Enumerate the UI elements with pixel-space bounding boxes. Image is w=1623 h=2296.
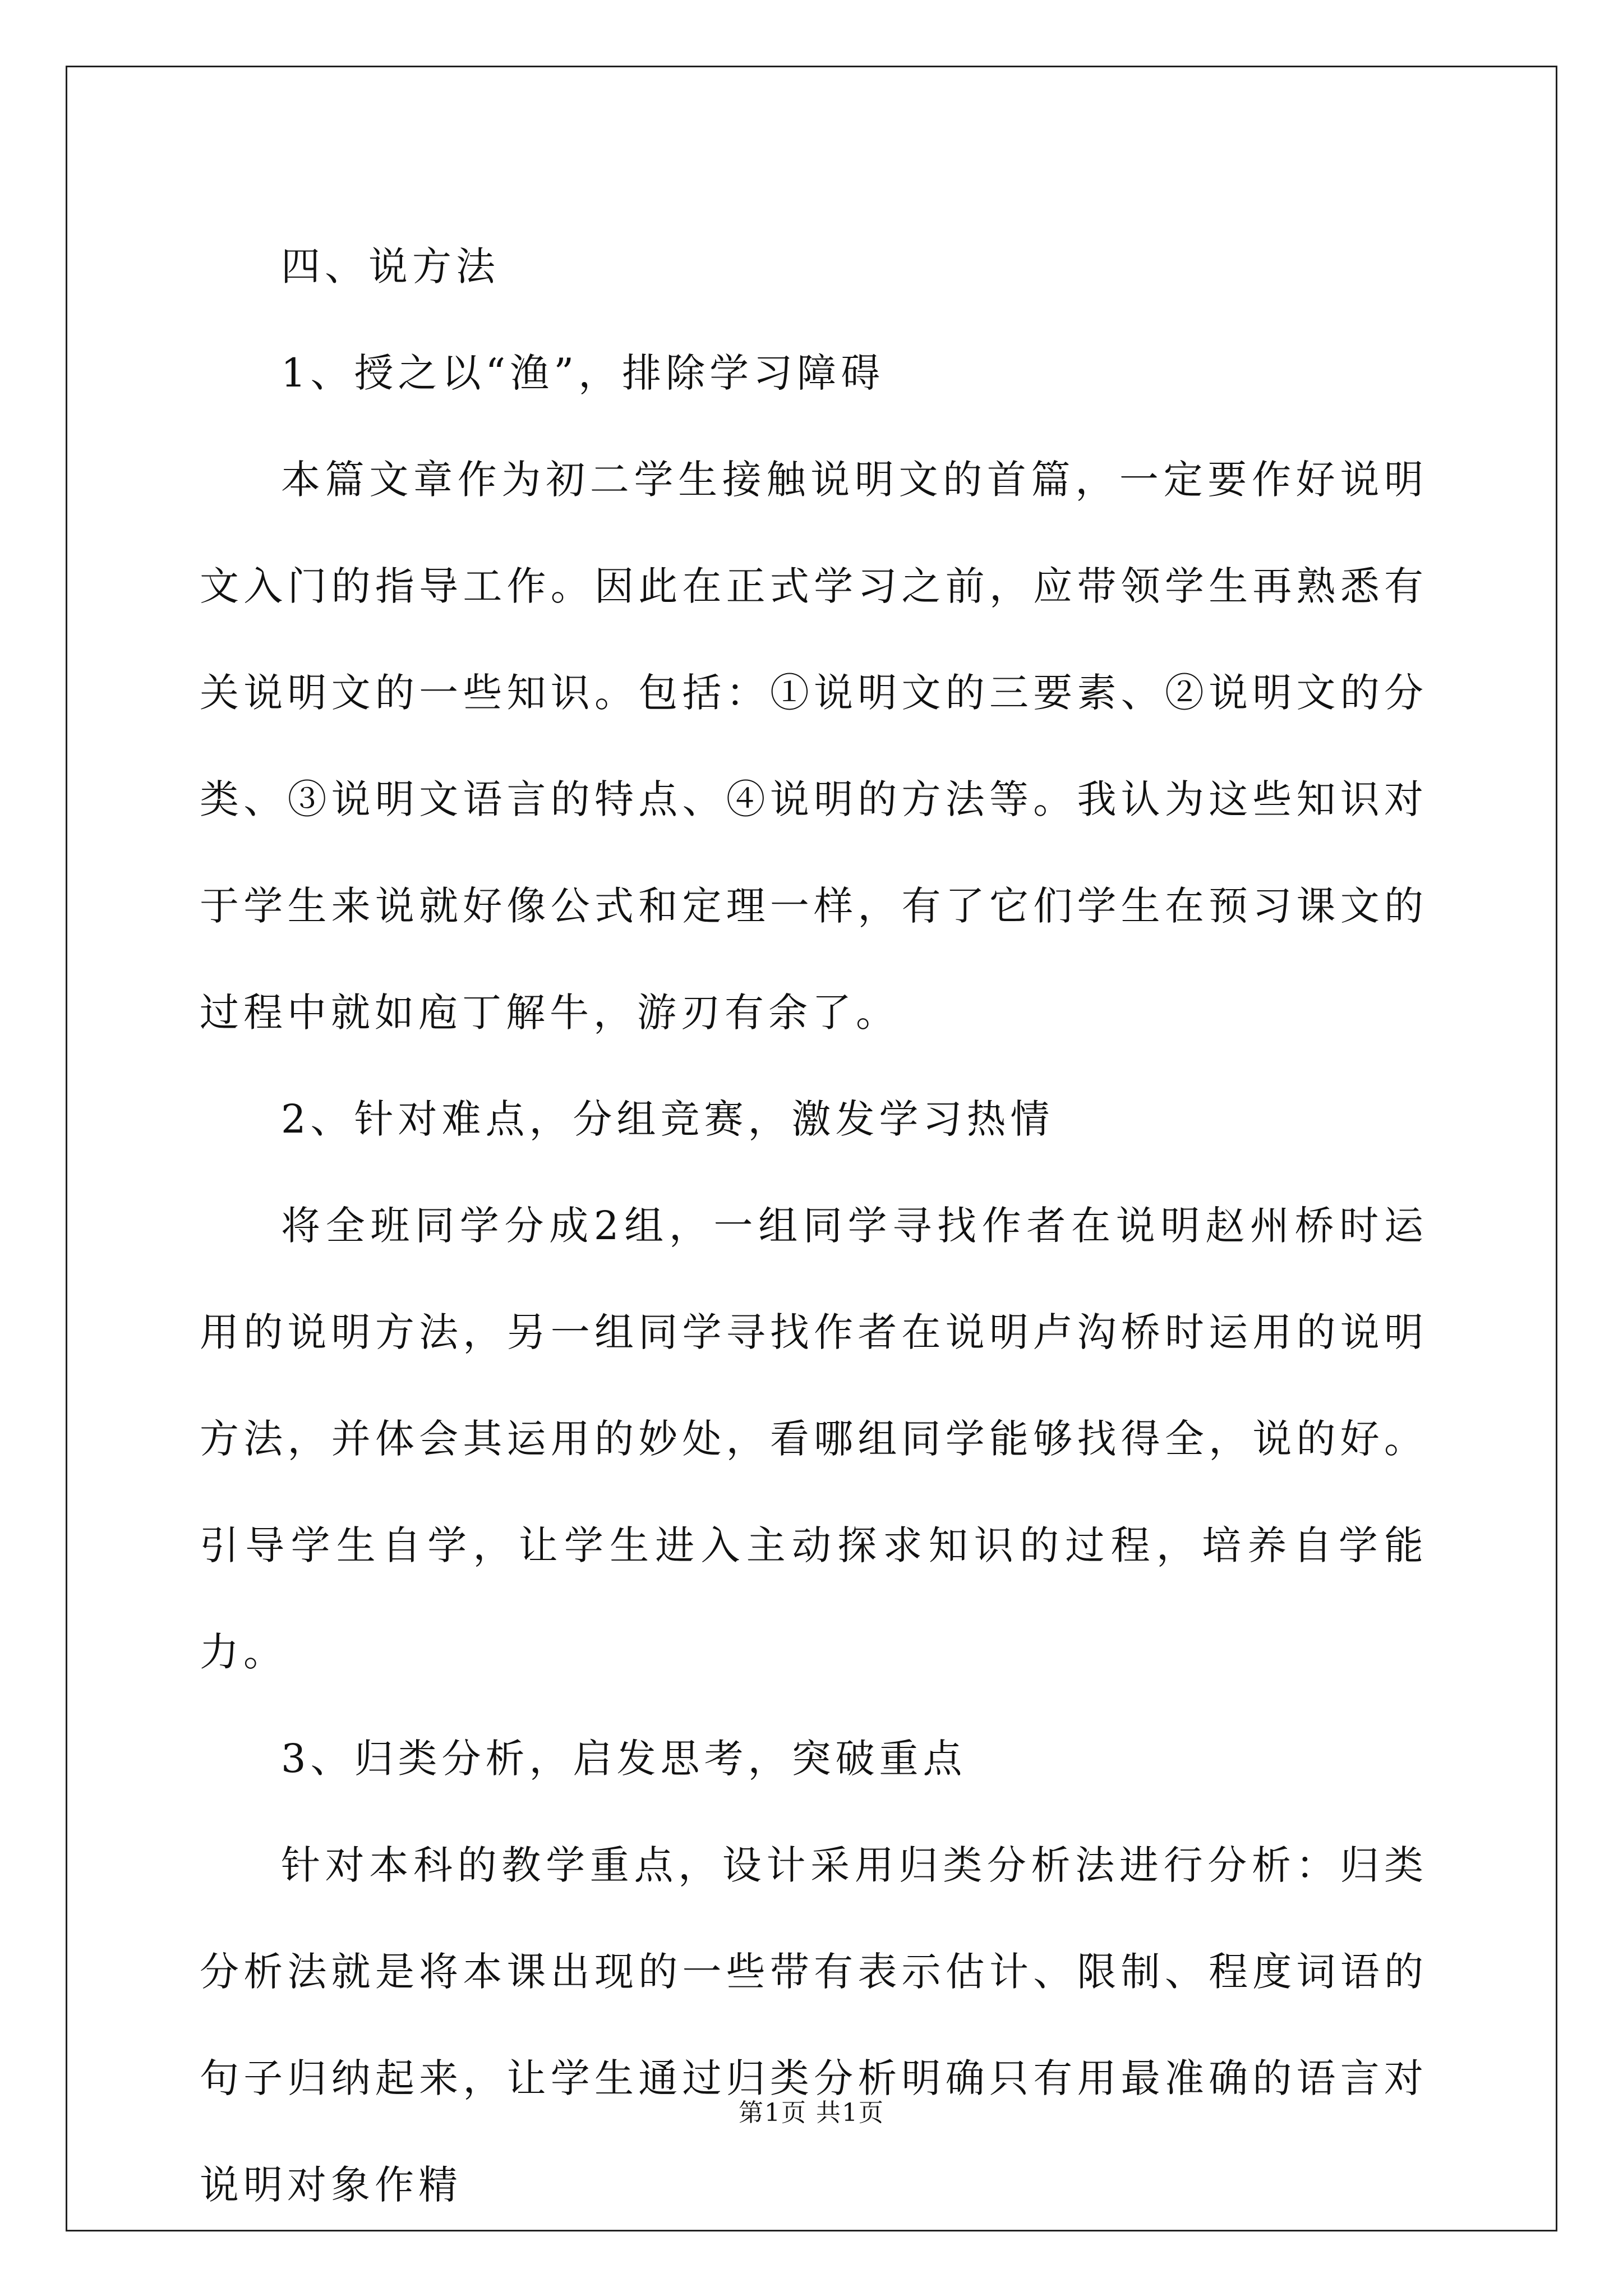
document-body — [200, 213, 1428, 2238]
subheading-1: 1、授之以“渔”，排除学习障碍 — [281, 350, 885, 396]
paragraph-3: 针对本科的教学重点，设计采用归类分析法进行分析：归类分析法就是将本课出现的一些带有表示估计、限制、程度词语的句子归纳起来，让学生通过归类分析明确只有用最准确的语言对说明对象作精 — [200, 1842, 1428, 2208]
subheading-2: 2、针对难点，分组竞赛，激发学习热情 — [281, 1096, 1054, 1142]
page-footer: 第1页 共1页 — [739, 2099, 884, 2127]
section-heading: 四、说方法 — [281, 243, 500, 289]
paragraph-1: 本篇文章作为初二学生接触说明文的首篇，一定要作好说明文入门的指导工作。因此在正式学习之前，应带领学生再熟悉有关说明文的一些知识。包括：①说明文的三要素、②说明文的分类、③说明文语言的特点、④说明的方法等。我认为这些知识对于学生来说就好像公式和定理一样，有了它们学生在预习课文的过程中就如庖丁解牛，游刃有余了。 — [200, 457, 1428, 1036]
subheading-3: 3、归类分析，启发思考，突破重点 — [281, 1736, 967, 1782]
paragraph-2: 将全班同学分成2组，一组同学寻找作者在说明赵州桥时运用的说明方法，另一组同学寻找作者在说明卢沟桥时运用的说明方法，并体会其运用的妙处，看哪组同学能够找得全，说的好。引导学生自学，让学生进入主动探求知识的过程，培养自学能力。 — [200, 1203, 1428, 1675]
